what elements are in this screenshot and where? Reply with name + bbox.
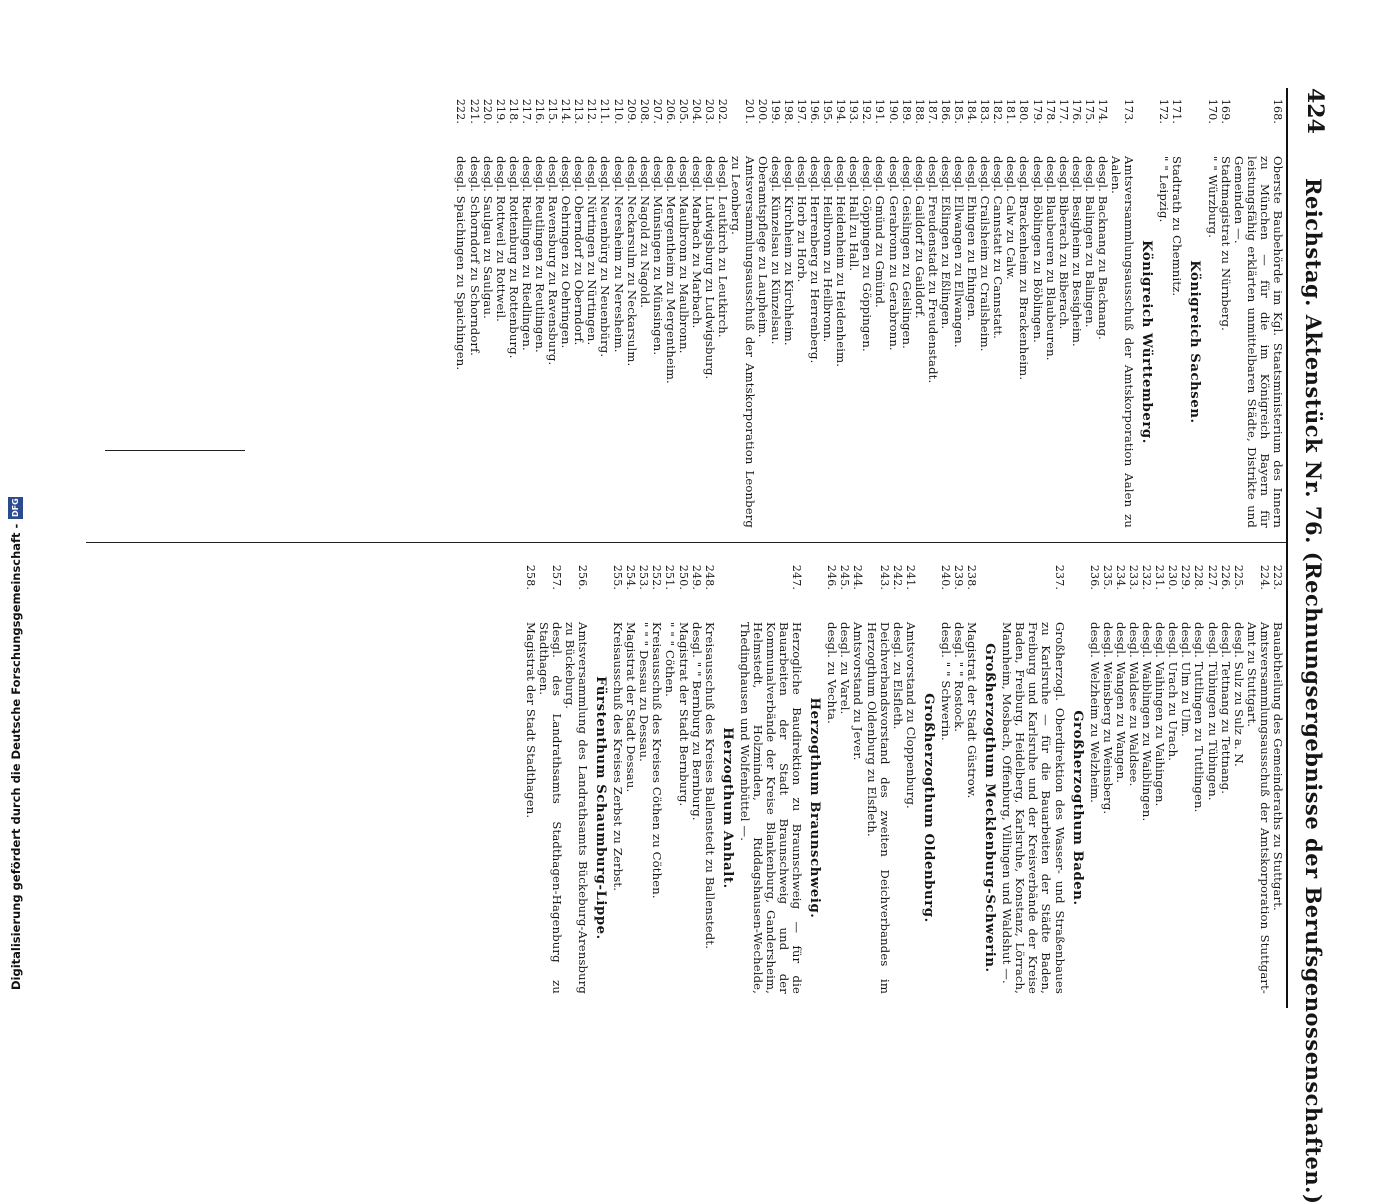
entry-number: 195.: [821, 98, 835, 124]
entry-text: Oberamtspflege zu Laupheim.: [755, 156, 770, 338]
list-item: [703, 88, 716, 528]
entry-number: 196.: [808, 98, 821, 124]
entry-number: 171.: [1170, 98, 1184, 124]
entry-number: 204.: [690, 98, 704, 124]
list-item: [1109, 88, 1135, 528]
entry-number: 169.: [1218, 98, 1232, 124]
entry-text: desgl. Heilbronn zu Heilbronn.: [821, 156, 836, 343]
entry-text: desgl. Spaichingen zu Spaichingen.: [454, 156, 469, 371]
entry-number: 239.: [952, 564, 966, 590]
entry-number: 258.: [523, 564, 537, 590]
entry-text: desgl. Biberach zu Biberach.: [1056, 156, 1071, 330]
list-item: [1057, 88, 1070, 528]
list-item: [1153, 554, 1166, 994]
entry-text: desgl. Reutlingen zu Reutlingen.: [533, 156, 548, 353]
entry-text: Amtsvorstand zu Cloppenburg.: [903, 622, 918, 809]
list-item: [847, 88, 860, 528]
entry-number: 174.: [1096, 98, 1110, 124]
list-item: [1157, 88, 1170, 528]
entry-text: desgl. Ulm zu Ulm.: [1179, 622, 1194, 738]
list-item: [507, 88, 520, 528]
list-item: [494, 88, 507, 528]
entry-number: 241.: [903, 564, 917, 590]
entry-number: 217.: [519, 98, 533, 124]
entry-number: 214.: [559, 98, 573, 124]
entry-number: 218.: [506, 98, 520, 124]
entry-number: 254.: [624, 564, 638, 590]
entry-text: desgl. " " Bernburg zu Bernburg.: [689, 622, 704, 821]
list-item: [782, 88, 795, 528]
entry-number: 234.: [1113, 564, 1127, 590]
list-item: [965, 554, 978, 994]
left-column: [454, 88, 1284, 528]
list-item: [703, 554, 716, 994]
page-header: [1286, 88, 1330, 1204]
section-heading: Großherzogthum Baden.: [1069, 710, 1085, 906]
entry-text: desgl. Leutkirch zu Leutkirch.: [716, 156, 731, 338]
entry-text: desgl. Heidenheim zu Heidenheim.: [834, 156, 849, 368]
entry-text: desgl. Neresheim zu Neresheim.: [611, 156, 626, 353]
list-item: [481, 88, 494, 528]
entry-text: Magistrat der Stadt Stadthagen.: [523, 622, 538, 819]
entry-number: 223.: [1271, 564, 1284, 590]
entry-text: desgl. zu Elsfleth.: [890, 622, 905, 730]
list-item: [1000, 554, 1065, 994]
section-heading: Herzogthum Braunschweig.: [807, 697, 823, 919]
entry-text: desgl. Weinsberg zu Weinsberg.: [1100, 622, 1115, 815]
list-item: [900, 88, 913, 528]
list-item: [904, 554, 917, 994]
entry-text: desgl. Welzheim zu Welzheim.: [1087, 622, 1102, 803]
list-item: [1031, 88, 1044, 528]
entry-number: 210.: [611, 98, 625, 124]
list-item: [663, 554, 676, 994]
entry-text: desgl. Geislingen zu Geislingen.: [899, 156, 914, 349]
entry-number: 227.: [1205, 564, 1219, 590]
entry-number: 252.: [650, 564, 664, 590]
entry-text: desgl. Tuttlingen zu Tuttlingen.: [1192, 622, 1207, 813]
list-item: [769, 88, 782, 528]
entry-text: desgl. zu Varel.: [838, 622, 853, 715]
entry-number: 257.: [549, 564, 563, 590]
entry-number: 219.: [493, 98, 507, 124]
dfg-logo: DFG: [8, 497, 23, 519]
entry-text: Großherzogl. Oberdirektion des Wasser- und Straßenbaues zu Karlsruhe — für die Bauarbeiten der Städte Baden, Freiburg und Karlsruhe und der Kreisverbände der Kreise Baden, Freiburg, Heidelberg, Karlsruhe, Konstanz, Lörrach, Mannheim, Mosbach, Offenburg, Villingen und Waldshut —.: [1000, 622, 1067, 994]
entry-text: Amtsversammlungsausschuß der Amtskorporation Stuttgart-Amt zu Stuttgart.: [1244, 622, 1272, 994]
entry-text: desgl. Calw zu Calw.: [1004, 156, 1019, 280]
entry-text: desgl. Schorndorf zu Schorndorf.: [467, 156, 482, 357]
entry-number: 221.: [467, 98, 481, 124]
list-item: [873, 88, 886, 528]
entry-text: desgl. Marbach zu Marbach.: [690, 156, 705, 329]
entry-text: desgl. Horb zu Horb.: [794, 156, 809, 283]
entry-number: 200.: [755, 98, 769, 124]
list-item: [520, 88, 533, 528]
list-item: [738, 554, 803, 994]
list-item: [991, 88, 1004, 528]
entry-number: 201.: [742, 98, 756, 124]
section-heading: Herzogthum Anhalt.: [719, 727, 735, 889]
entry-text: desgl. Nagold zu Nagold.: [637, 156, 652, 309]
entry-number: 240.: [938, 564, 952, 590]
entry-number: 243.: [877, 564, 891, 590]
entry-number: 224.: [1257, 564, 1271, 590]
entry-number: 202.: [716, 98, 730, 124]
entry-text: Amtsversammlungsausschuß der Amtskorporation Aalen zu Aalen.: [1109, 156, 1137, 528]
list-item: [1017, 88, 1030, 528]
list-item: [952, 554, 965, 994]
list-item: [1101, 554, 1114, 994]
entry-text: desgl. Münsingen zu Münsingen.: [650, 156, 665, 356]
side-imprint: [8, 497, 23, 990]
entry-number: 226.: [1218, 564, 1232, 590]
entry-number: 190.: [886, 98, 900, 124]
entry-number: 193.: [847, 98, 861, 124]
entry-number: 211.: [598, 98, 612, 124]
list-item: [1219, 88, 1232, 528]
list-item: [834, 88, 847, 528]
entry-text: desgl. Ludwigsburg zu Ludwigsburg.: [703, 156, 718, 380]
list-item: [625, 88, 638, 528]
list-item: [1232, 554, 1245, 994]
entry-number: 177.: [1056, 98, 1070, 124]
entry-number: 170.: [1205, 98, 1219, 124]
list-item: [1070, 88, 1083, 528]
entry-text: Magistrat der Stadt Güstrow.: [965, 622, 980, 799]
list-item: [1114, 554, 1127, 994]
section-heading: Großherzogthum Mecklenburg-Schwerin.: [982, 643, 998, 973]
entry-number: 179.: [1030, 98, 1044, 124]
list-item: [716, 88, 729, 528]
entry-text: desgl. Ravensburg zu Ravensburg.: [546, 156, 561, 366]
entry-number: 251.: [663, 564, 677, 590]
entry-text: desgl. Sulz zu Sulz a. N.: [1231, 622, 1246, 767]
entry-text: desgl. Blaubeuren zu Blaubeuren.: [1043, 156, 1058, 361]
list-item: [537, 554, 563, 994]
entry-number: 209.: [624, 98, 638, 124]
entry-number: 213.: [572, 98, 586, 124]
entry-number: 232.: [1140, 564, 1154, 590]
entry-number: 230.: [1166, 564, 1180, 590]
entry-text: desgl. Ehingen zu Ehingen.: [965, 156, 980, 321]
entry-text: Magistrat der Stadt Dessau.: [624, 622, 639, 793]
list-item: [467, 88, 480, 528]
entry-number: 184.: [965, 98, 979, 124]
entry-text: " " Würzburg.: [1205, 156, 1220, 239]
entry-number: 212.: [585, 98, 599, 124]
entry-number: 172.: [1157, 98, 1171, 124]
list-item: [926, 88, 939, 528]
entry-number: 244.: [851, 564, 865, 590]
list-item: [524, 554, 537, 994]
list-item: [1219, 554, 1232, 994]
entry-text: desgl. Rottweil zu Rottweil.: [493, 156, 508, 323]
entry-text: " " Leipzig.: [1157, 156, 1172, 223]
page-title: Reichstag. Aktenstück Nr. 76. (Rechnungsergebnisse der Berufsgenossenschaften.): [1301, 178, 1326, 1204]
entry-text: Kreisausschuß des Kreises Zerbst zu Zerbst.: [611, 622, 626, 892]
entry-number: 168.: [1271, 98, 1284, 124]
entry-number: 176.: [1069, 98, 1083, 124]
entry-text: desgl. Tübingen zu Tübingen.: [1205, 622, 1220, 801]
list-item: [978, 88, 991, 528]
entry-text: desgl. Brackenheim zu Brackenheim.: [1017, 156, 1032, 381]
list-item: [637, 554, 650, 994]
list-item: [838, 554, 851, 994]
entry-text: desgl. Herrenberg zu Herrenberg.: [808, 156, 822, 364]
list-item: [1205, 88, 1218, 528]
entry-number: 238.: [965, 564, 979, 590]
list-item: [1271, 554, 1284, 994]
list-item: [651, 88, 664, 528]
entry-number: 206.: [663, 98, 677, 124]
list-item: [729, 88, 755, 528]
entry-number: 246.: [825, 564, 839, 590]
entry-text: desgl. Kirchheim zu Kirchheim.: [781, 156, 796, 346]
list-item: [611, 554, 624, 994]
entry-number: 253.: [637, 564, 651, 590]
entry-text: desgl. Waiblingen zu Waiblingen.: [1140, 622, 1155, 822]
entry-number: 216.: [533, 98, 547, 124]
list-item: [638, 88, 651, 528]
entry-number: 205.: [677, 98, 691, 124]
entry-number: 187.: [925, 98, 939, 124]
entry-text: Herzogliche Baudirektion zu Braunschweig — für die Bauarbeiten der Stadt Braunschweig und der Kommunalverbände der Kreise Blankenburg, Gandersheim, Helmstedt, Holzminden, Riddagshausen-Wechelde, Thedinghausen und Wolfenbüttel —.: [737, 622, 805, 994]
entry-text: desgl. " " Rostock.: [952, 622, 967, 733]
list-item: [965, 88, 978, 528]
entry-number: 181.: [1004, 98, 1018, 124]
list-item: [795, 88, 808, 528]
entry-text: desgl. Balingen zu Balingen.: [1082, 156, 1097, 328]
column-divider: [86, 542, 1286, 543]
entry-number: 250.: [676, 564, 690, 590]
list-item: [1044, 88, 1057, 528]
entry-text: desgl. Riedlingen zu Riedlingen.: [519, 156, 534, 351]
entry-text: Kreisausschuß des Kreises Cöthen zu Cöthen.: [650, 622, 665, 899]
list-item: [546, 88, 559, 528]
entry-number: 178.: [1043, 98, 1057, 124]
entry-text: desgl. " " Schwerin.: [938, 622, 953, 741]
entry-text: desgl. Gmünd zu Gmünd.: [873, 156, 888, 308]
entry-number: 255.: [611, 564, 625, 590]
entry-number: 222.: [454, 98, 468, 124]
section-heading: Königreich Württemberg.: [1139, 240, 1155, 444]
entry-text: desgl. Vaihingen zu Vaihingen.: [1153, 622, 1168, 807]
list-item: [864, 554, 890, 994]
list-item: [1127, 554, 1140, 994]
entry-number: 208.: [637, 98, 651, 124]
entry-number: 242.: [890, 564, 904, 590]
entry-number: 237.: [1052, 564, 1066, 590]
entry-text: desgl. Maulbronn zu Maulbronn.: [677, 156, 692, 354]
list-item: [939, 88, 952, 528]
list-item: [891, 554, 904, 994]
entry-text: desgl. Hall zu Hall.: [847, 156, 862, 272]
entry-text: desgl. Freudenstadt zu Freudenstadt.: [925, 156, 940, 384]
entry-number: 215.: [546, 98, 560, 124]
list-item: [825, 554, 838, 994]
entry-number: 245.: [838, 564, 852, 590]
entry-number: 185.: [952, 98, 966, 124]
document-page: [80, 88, 1330, 1204]
section-heading: Großherzogthum Oldenburg.: [920, 693, 936, 923]
list-item: [1166, 554, 1179, 994]
entry-text: desgl. Tettnang zu Tettnang.: [1218, 622, 1233, 795]
entry-text: Oberste Baubehörde im Kgl. Staatsministerium des Innern zu München — für die im Königreich Bayern für leistungsfähig erklärten unmittelbaren Städte, Distrikte und Gemeinden —.: [1231, 156, 1285, 528]
entry-text: desgl. Gerabronn zu Gerabronn.: [886, 156, 901, 351]
list-item: [676, 554, 689, 994]
entry-text: desgl. Ellwangen zu Ellwangen.: [952, 156, 967, 348]
entry-text: Deichverbandsvorstand des zweiten Deichverbandes im Herzogthum Oldenburg zu Elsfleth.: [864, 622, 892, 994]
entry-text: desgl. Neckarsulm zu Neckarsulm.: [624, 156, 639, 367]
entry-number: 248.: [702, 564, 716, 590]
list-item: [612, 88, 625, 528]
entry-text: desgl. Waldsee zu Waldsee.: [1126, 622, 1141, 787]
entry-text: desgl. Oehringen zu Oehringen.: [559, 156, 574, 349]
entry-number: 235.: [1100, 564, 1114, 590]
list-item: [585, 88, 598, 528]
entry-number: 199.: [768, 98, 782, 124]
entry-number: 236.: [1087, 564, 1101, 590]
list-item: [860, 88, 873, 528]
list-item: [454, 88, 467, 528]
section-heading: Königreich Sachsen.: [1187, 260, 1203, 424]
list-item: [886, 88, 899, 528]
entry-text: desgl. Oberndorf zu Oberndorf.: [572, 156, 587, 346]
list-item: [559, 88, 572, 528]
entry-number: 229.: [1179, 564, 1193, 590]
entry-text: desgl. Cannstatt zu Cannstatt.: [991, 156, 1006, 339]
entry-text: Stadtrath zu Chemnitz.: [1170, 156, 1185, 297]
list-item: [1205, 554, 1218, 994]
entry-number: 173.: [1122, 98, 1136, 124]
entry-text: desgl. Crailsheim zu Crailsheim.: [978, 156, 993, 352]
list-item: [1140, 554, 1153, 994]
entry-text: " " " Dessau zu Dessau.: [637, 622, 652, 763]
entry-number: 183.: [978, 98, 992, 124]
entry-number: 225.: [1231, 564, 1245, 590]
list-item: [1232, 88, 1284, 528]
list-item: [952, 88, 965, 528]
list-item: [808, 88, 821, 528]
list-item: [1083, 88, 1096, 528]
entry-text: Kreisausschuß des Kreises Ballenstedt zu Ballenstedt.: [702, 622, 717, 950]
entry-number: 186.: [938, 98, 952, 124]
list-item: [1004, 88, 1017, 528]
entry-text: desgl. Urach zu Urach.: [1166, 622, 1181, 762]
entry-text: desgl. Künzelsau zu Künzelsau.: [768, 156, 783, 345]
section-rule: [105, 450, 245, 451]
list-item: [533, 88, 546, 528]
entry-number: 207.: [650, 98, 664, 124]
entry-text: desgl. Gaildorf zu Gaildorf.: [912, 156, 927, 319]
entry-text: " " " Cöthen.: [663, 622, 678, 697]
entry-text: desgl. Besigheim zu Besigheim.: [1069, 156, 1084, 347]
entry-text: desgl. Neuenbürg zu Neuenbürg.: [598, 156, 613, 358]
entry-text: desgl. zu Vechta.: [825, 622, 840, 724]
list-item: [939, 554, 952, 994]
list-item: [690, 88, 703, 528]
list-item: [1179, 554, 1192, 994]
section-heading: Fürstenthum Schaumburg-Lippe.: [592, 676, 608, 940]
list-item: [1088, 554, 1101, 994]
entry-number: 256.: [575, 564, 589, 590]
list-item: [664, 88, 677, 528]
side-imprint-text: Digitalisierung gefördert durch die Deutsche Forschungsgemeinschaft -: [8, 523, 23, 990]
entry-text: desgl. Backnang zu Backnang.: [1096, 156, 1111, 340]
entry-number: 203.: [703, 98, 717, 124]
list-item: [1096, 88, 1109, 528]
entry-text: desgl. des Landrathsamts Stadthagen-Hagenburg zu Stadthagen.: [536, 622, 564, 994]
list-item: [650, 554, 663, 994]
entry-number: 231.: [1153, 564, 1167, 590]
entry-number: 220.: [480, 98, 494, 124]
entry-number: 175.: [1082, 98, 1096, 124]
entry-text: desgl. Böblingen zu Böblingen.: [1030, 156, 1045, 343]
entry-number: 198.: [781, 98, 795, 124]
entry-text: Stadtmagistrat zu Nürnberg.: [1218, 156, 1233, 331]
entry-text: desgl. Göppingen zu Göppingen.: [860, 156, 875, 352]
list-item: [1192, 554, 1205, 994]
entry-text: desgl. Wangen zu Wangen.: [1113, 622, 1128, 784]
entry-text: Magistrat der Stadt Bernburg.: [676, 622, 691, 807]
entry-number: 189.: [899, 98, 913, 124]
entry-number: 188.: [912, 98, 926, 124]
entry-text: desgl. Rottenburg zu Rottenburg.: [506, 156, 521, 359]
list-item: [624, 554, 637, 994]
entry-number: 197.: [794, 98, 808, 124]
list-item: [572, 88, 585, 528]
list-item: [677, 88, 690, 528]
list-item: [851, 554, 864, 994]
list-item: [821, 88, 834, 528]
entry-text: Amtsvorstand zu Jever.: [851, 622, 866, 761]
list-item: [913, 88, 926, 528]
list-item: [598, 88, 611, 528]
list-item: [1245, 554, 1271, 994]
entry-number: 228.: [1192, 564, 1206, 590]
right-column: [524, 554, 1285, 994]
entry-number: 182.: [991, 98, 1005, 124]
entry-text: desgl. Saulgau zu Saulgau.: [480, 156, 495, 319]
entry-number: 247.: [790, 564, 804, 590]
entry-text: desgl. Nürtingen zu Nürtingen.: [585, 156, 600, 346]
entry-number: 180.: [1017, 98, 1031, 124]
list-item: [563, 554, 589, 994]
entry-text: Amtsversammlung des Landrathsamts Bückeburg-Arensburg zu Bückeburg.: [562, 622, 590, 994]
list-item: [690, 554, 703, 994]
list-item: [756, 88, 769, 528]
entry-number: 194.: [834, 98, 848, 124]
entry-number: 233.: [1126, 564, 1140, 590]
entry-text: desgl. Mergentheim zu Mergentheim.: [663, 156, 678, 384]
page-number: 424: [1302, 88, 1328, 134]
list-item: [1170, 88, 1183, 528]
entry-text: desgl. Eßlingen zu Eßlingen.: [938, 156, 953, 330]
entry-text: Bauabtheilung des Gemeinderaths zu Stuttgart.: [1271, 622, 1285, 911]
entry-number: 191.: [873, 98, 887, 124]
entry-text: Amtsversammlungsausschuß der Amtskorporation Leonberg zu Leonberg.: [729, 156, 757, 528]
entry-number: 192.: [860, 98, 874, 124]
entry-number: 249.: [689, 564, 703, 590]
